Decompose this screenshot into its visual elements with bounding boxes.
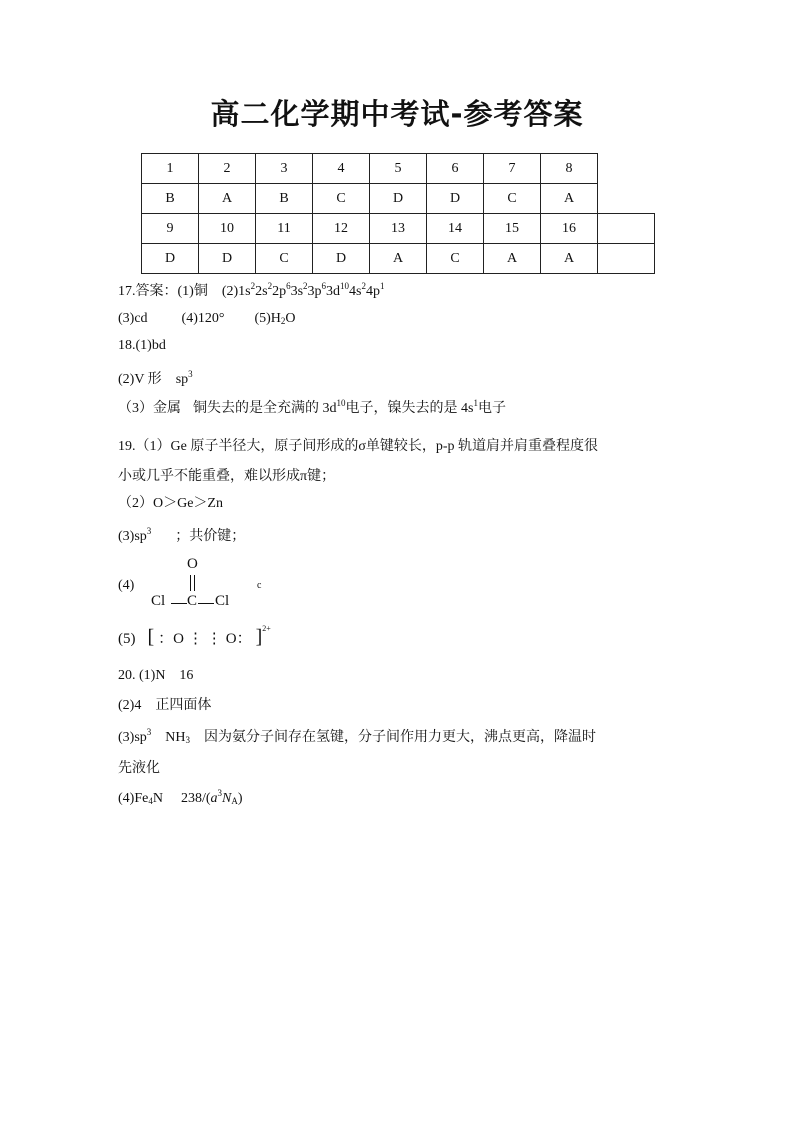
table-cell: 13 [370,214,427,244]
table-cell: B [142,184,199,214]
orbital-electrons: 2 [250,281,256,291]
table-cell: 12 [313,214,370,244]
hybridization: $sp^3$ [175,369,193,387]
double-bond-line [190,575,191,591]
q18-line3: （3）金属 铜失去的是全充满的 $3d^{10}$电子，镍失去的是 $4s^1$电子 [118,398,506,416]
q17-answer-3: (3)cd [118,311,148,326]
phosgene-structure [118,556,298,616]
atom-o: O [187,556,198,572]
answer-table [141,153,655,274]
q19-4-label: (4) [118,578,135,593]
table-cell: A [541,184,598,214]
orbital-electrons: 2 [361,281,366,291]
table-cell: 11 [256,214,313,244]
table-cell: C [313,184,370,214]
orbital-term: 3d [326,284,341,299]
table-cell: 15 [484,214,541,244]
table-cell: 16 [541,214,598,244]
orbital-term: 3p [307,284,322,299]
table-cell: A [370,244,427,274]
peroxide-lewis: (5) [ ：O ⋮ ⋮ O： ]$^{2+}$ [118,624,271,648]
struct-note: c [257,580,262,591]
table-cell: 7 [484,154,541,184]
atom-c: C [187,593,198,609]
atom-cl-right: Cl [215,593,230,609]
table-cell-empty [598,184,655,214]
table-cell: C [484,184,541,214]
q19-line1: 19.（1）Ge 原子半径大，原子间形成的σ单键较长，p-p 轨道肩并肩重叠程度很 [118,439,599,454]
table-cell-empty [598,154,655,184]
table-cell: 10 [199,214,256,244]
orbital-term: 3s [290,284,304,299]
q20-line1: 20. (1)N 16 [118,668,194,683]
table-cell: A [484,244,541,274]
orbital-electrons: 10 [340,281,350,291]
table-row [142,214,655,244]
table-cell: 8 [541,154,598,184]
q17-label: 17.答案： [118,284,178,299]
q19-line4: $(3)sp^3$ ；共价键； [118,526,246,544]
single-bond-line [171,603,187,604]
q17-answer-5: $(5)H_2O$ [254,311,296,326]
table-cell: 3 [256,154,313,184]
table-cell: 4 [313,154,370,184]
table-row [142,244,655,274]
table-cell: D [427,184,484,214]
page-title: 高二化学期中考试-参考答案 [210,97,584,131]
table-cell: A [199,184,256,214]
q20-line4: 先液化 [118,761,160,776]
orbital-term: 4s [349,284,362,299]
q20-line3: $(3)sp^3$ $NH_3$ 因为氨分子间存在氢键，分子间作用力更大，沸点更高，降温时 [118,727,597,745]
orbital-electrons: 1 [379,281,385,291]
table-cell-empty [598,214,655,244]
q18-line1: 18.(1)bd [118,338,166,353]
double-bond-line [194,575,195,591]
q17-line2 [118,311,296,327]
orbital-electrons: 6 [286,281,291,291]
electron-configuration [238,281,385,299]
table-cell: 14 [427,214,484,244]
q17-answer-2-prefix: (2) [221,284,239,299]
orbital-electrons: 2 [303,281,308,291]
table-cell: 2 [199,154,256,184]
table-cell: 5 [370,154,427,184]
table-cell: 1 [142,154,199,184]
q17-answer-4: (4)120° [181,311,225,326]
orbital-term: 2s [255,284,268,299]
orbital-term: 1s [238,284,251,299]
q20-line2: (2)4 正四面体 [118,698,212,713]
table-cell: B [256,184,313,214]
table-cell: C [256,244,313,274]
table-cell-empty [598,244,655,274]
q17-line1 [118,280,384,300]
table-cell: 9 [142,214,199,244]
orbital-term: 4p [365,284,380,299]
orbital-electrons: 2 [267,281,273,291]
table-cell: D [313,244,370,274]
q19-line3: （2）O＞Ge＞Zn [118,496,223,511]
q17-answer-1: (1)铜 [177,284,208,299]
table-cell: C [427,244,484,274]
q19-line2: 小或几乎不能重叠，难以形成π键； [118,469,336,484]
orbital-electrons: 6 [321,281,327,291]
atom-cl-left: Cl [151,593,166,609]
orbital-term: 2p [272,284,287,299]
q20-line5: $(4)Fe_4N$ $238/(a^3N_A)$ [118,788,243,806]
q18-line2: (2)V 形 $sp^3$ [118,369,193,387]
table-row [142,184,655,214]
table-cell: D [199,244,256,274]
table-cell: A [541,244,598,274]
table-cell: D [142,244,199,274]
single-bond-line [198,603,214,604]
table-cell: D [370,184,427,214]
table-row [142,154,655,184]
table-cell: 6 [427,154,484,184]
